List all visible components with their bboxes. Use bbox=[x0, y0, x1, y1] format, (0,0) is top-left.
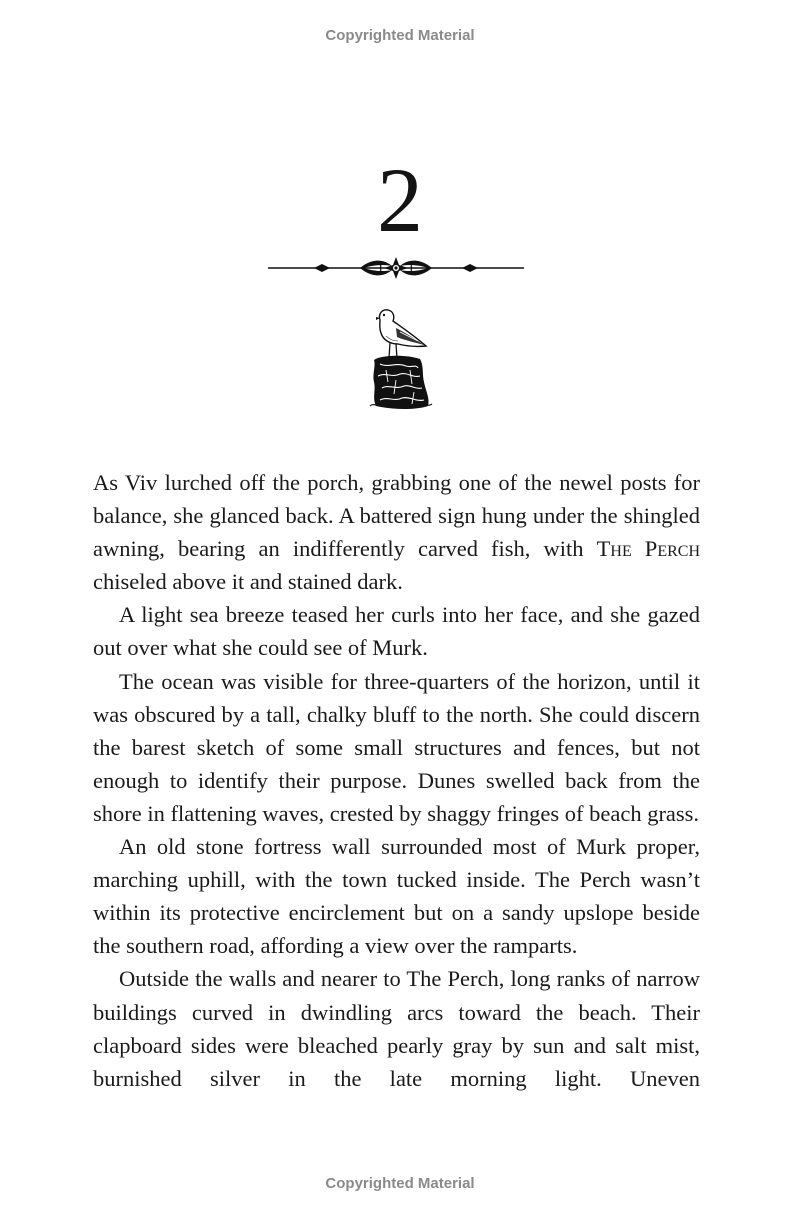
paragraph: An old stone fortress wall surrounded most of Murk proper, marching uphill, with the town tucked inside. The Perch wasn’t within its protective encirclement but on a sandy upslope beside the southern road, affording a view over the ramparts. bbox=[93, 834, 700, 959]
paragraph: The ocean was visible for three-quarters of the horizon, until it was obscured by a tall, chalky bluff to the north. She could discern the barest sketch of some small structures and fences, but not enough to identify their purpose. Dunes swelled back from the shore in flattening waves, crested by shaggy fringes of beach grass. bbox=[93, 668, 700, 826]
paragraph bbox=[93, 466, 700, 598]
paragraph-text: chiseled above it and stained dark. bbox=[93, 569, 403, 595]
paragraph: Outside the walls and nearer to The Perch, long ranks of narrow buildings curved in dwindling arcs toward the beach. Their clapboard sides were bleached pearly gray by sun and salt mist, burnished silver in the late morning light. Uneven bbox=[93, 966, 700, 1091]
chapter-body-text bbox=[93, 466, 700, 1095]
paragraph: A light sea breeze teased her curls into her face, and she gazed out over what she could see of Murk. bbox=[93, 602, 700, 661]
inn-name-smallcaps: The Perch bbox=[596, 536, 700, 562]
flourish-divider-icon bbox=[268, 255, 524, 281]
copyright-watermark-bottom: Copyrighted Material bbox=[325, 1175, 475, 1192]
paragraph-text: As Viv lurched off the porch, grabbing one of the newel posts for balance, she glanced back. A battered sign hung under the shingled awning, bearing an indifferently carved fish, with bbox=[93, 470, 700, 562]
copyright-watermark-top: Copyrighted Material bbox=[325, 27, 475, 44]
seagull-on-post-icon bbox=[366, 306, 434, 412]
chapter-number: 2 bbox=[377, 149, 423, 251]
